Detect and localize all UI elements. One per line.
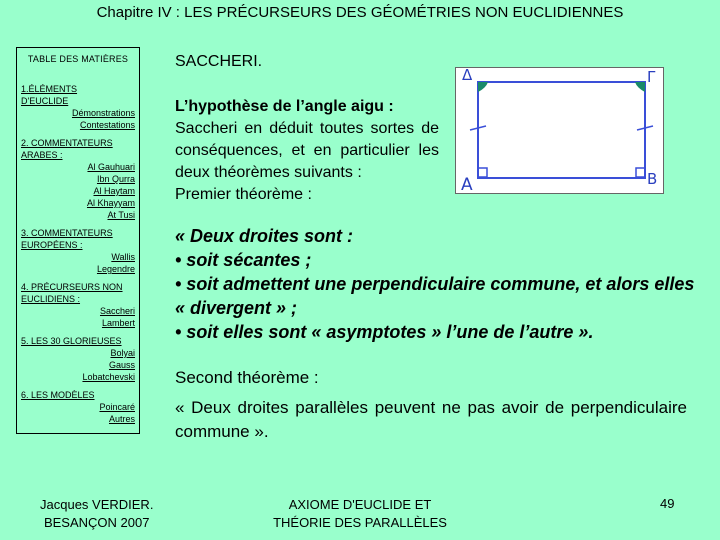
toc-link[interactable]: Al Haytam	[93, 186, 135, 196]
toc-link[interactable]: D'EUCLIDE	[21, 96, 69, 106]
label-b: B	[647, 170, 658, 188]
toc-link[interactable]: Ibn Qurra	[96, 174, 135, 184]
toc-link[interactable]: EUCLIDIENS :	[21, 294, 81, 304]
saccheri-quadrilateral-figure	[455, 67, 664, 194]
toc-link[interactable]: 1.ÉLÉMENTS	[21, 84, 78, 94]
toc-link[interactable]: Saccheri	[99, 306, 135, 316]
toc-link[interactable]: Al Khayyam	[86, 198, 135, 208]
first-theorem-statement	[175, 224, 695, 344]
first-theorem-line: • soit sécantes ;	[175, 250, 312, 270]
hypothesis-body: Saccheri en déduit toutes sortes de conséquences, et en particulier les deux théorèmes suivants :	[175, 120, 439, 181]
footer-title-line: AXIOME D'EUCLIDE ET	[288, 497, 432, 512]
first-theorem-line: • soit elles sont « asymptotes » l’une de l’autre ».	[175, 322, 594, 342]
acute-angle-gamma	[635, 82, 645, 92]
section-title: SACCHERI.	[175, 53, 263, 70]
toc-link[interactable]: Autres	[108, 414, 135, 424]
first-theorem-line: « Deux droites sont :	[175, 226, 354, 246]
toc-link[interactable]: ARABES :	[21, 150, 63, 160]
toc-link[interactable]: 6. LES MODÈLES	[21, 390, 95, 400]
second-theorem-block	[175, 366, 687, 444]
right-angle-a	[478, 168, 487, 177]
toc-link[interactable]: 2. COMMENTATEURS	[21, 138, 113, 148]
toc-link[interactable]: Contestations	[79, 120, 135, 130]
second-theorem-label: Second théorème :	[175, 368, 319, 387]
label-delta: Δ	[462, 68, 473, 84]
acute-angle-delta	[478, 82, 488, 92]
toc-link[interactable]: Poincaré	[99, 402, 135, 412]
table-of-contents	[16, 47, 140, 434]
toc-link[interactable]: Legendre	[96, 264, 135, 274]
toc-link[interactable]: Démonstrations	[71, 108, 135, 118]
footer-author	[40, 496, 153, 532]
toc-heading: TABLE DES MATIÈRES	[27, 54, 129, 64]
first-theorem-label: Premier théorème :	[175, 186, 312, 203]
toc-link[interactable]: Gauss	[108, 360, 135, 370]
quadrilateral-drawing	[456, 68, 663, 193]
toc-link[interactable]: Al Gauhuari	[87, 162, 135, 172]
toc-link[interactable]: 5. LES 30 GLORIEUSES	[21, 336, 122, 346]
quadrilateral-outline	[478, 82, 645, 178]
hypothesis-block	[175, 96, 439, 206]
label-gamma: Γ	[647, 68, 656, 86]
toc-link[interactable]: Wallis	[111, 252, 135, 262]
right-angle-b	[636, 168, 645, 177]
toc-link[interactable]: Lobatchevski	[82, 372, 135, 382]
slide-number: 49	[660, 496, 675, 511]
toc-link[interactable]: Bolyai	[110, 348, 135, 358]
toc-link[interactable]: EUROPÉENS :	[21, 240, 83, 250]
label-a: A	[461, 175, 473, 193]
toc-link[interactable]: At Tusi	[107, 210, 135, 220]
toc-link[interactable]: 3. COMMENTATEURS	[21, 228, 113, 238]
footer-author-line: BESANÇON 2007	[43, 515, 150, 530]
page-title: Chapitre IV : LES PRÉCURSEURS DES GÉOMÉTRIES NON EUCLIDIENNES	[96, 4, 624, 21]
footer-title	[250, 496, 470, 532]
second-theorem-body: « Deux droites parallèles peuvent ne pas avoir de perpendiculaire commune ».	[175, 398, 687, 441]
toc-link[interactable]: Lambert	[101, 318, 135, 328]
footer-title-line: THÉORIE DES PARALLÈLES	[273, 515, 447, 530]
toc-link[interactable]: 4. PRÉCURSEURS NON	[21, 282, 123, 292]
first-theorem-line: • soit admettent une perpendiculaire commune, et alors elles « divergent » ;	[175, 274, 695, 318]
hypothesis-title: L’hypothèse de l’angle aigu :	[175, 98, 394, 115]
footer-author-line: Jacques VERDIER.	[40, 497, 154, 512]
